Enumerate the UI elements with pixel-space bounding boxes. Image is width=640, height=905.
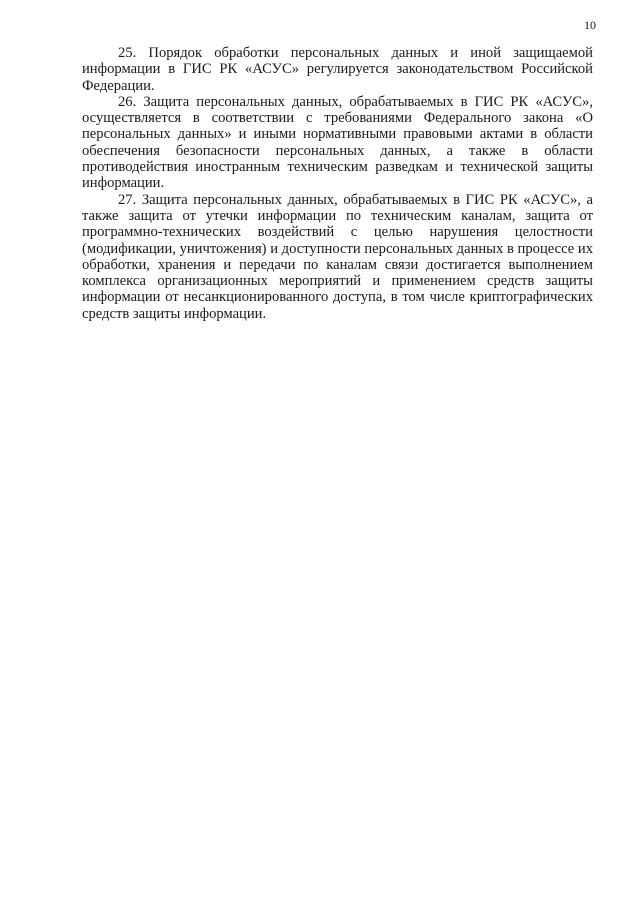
paragraph-27: 27. Защита персональных данных, обрабатываемых в ГИС РК «АСУС», а также защита от утечки информации по техническим каналам, защита от программно-технических воздействий с целью нарушения целостности (модификации, уничтожения) и доступности персональных данных в процессе их обработки, хранения и передачи по каналам связи достигается выполнением комплекса организационных мероприятий и применением средств защиты информации от несанкционированного доступа, в том числе криптографических средств защиты информации.: [82, 191, 593, 322]
paragraph-26: 26. Защита персональных данных, обрабатываемых в ГИС РК «АСУС», осуществляется в соответствии с требованиями Федерального закона «О персональных данных» и иными нормативными правовыми актами в области обеспечения безопасности персональных данных, а также в области противодействия иностранным техническим разведкам и технической защиты информации.: [82, 93, 593, 192]
document-body: [82, 45, 593, 322]
paragraph-25: 25. Порядок обработки персональных данных и иной защищаемой информации в ГИС РК «АСУС» регулируется законодательством Российской Федерации.: [82, 45, 593, 94]
page-number: 10: [584, 18, 596, 32]
